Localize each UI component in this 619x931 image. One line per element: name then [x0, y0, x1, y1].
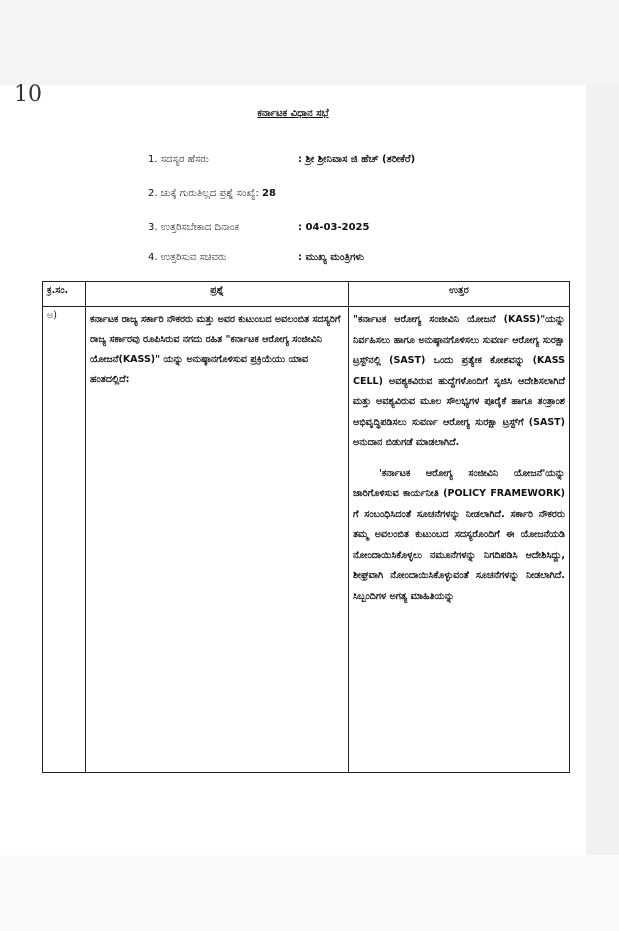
answer-paragraph-1: "ಕರ್ನಾಟಕ ಆರೋಗ್ಯ ಸಂಜೀವಿನಿ ಯೋಜನೆ (KASS)"ಯನ್ನು ನಿರ್ವಹಿಸಲು ಹಾಗೂ ಅನುಷ್ಠಾನಗೊಳಿಸಲು ಸುವರ್ಣ ಆರೋಗ್ಯ ಸುರಕ್ಷಾ ಟ್ರಸ್ಟ್‌ನಲ್ಲಿ (SAST) ಒಂದು ಪ್ರತ್ಯೇಕ ಕೋಶವನ್ನು (KASS CELL) ಅವಶ್ಯಕವಿರುವ ಹುದ್ದೆಗಳೊಂದಿಗೆ ಸೃಜಿಸಿ ಆದೇಶಿಸಲಾಗಿದೆ ಮತ್ತು ಅವಶ್ಯವಿರುವ ಮೂಲ ಸೌಲಭ್ಯಗಳ ಪೂರೈಕೆ ಹಾಗೂ ತಂತ್ರಾಂಶ ಅಭಿವೃದ್ಧಿಪಡಿಸಲು ಸುವರ್ಣ ಆರೋಗ್ಯ ಸುರಕ್ಷಾ ಟ್ರಸ್ಟ್‌ಗೆ (SAST) ಅನುದಾನ ಬಿಡುಗಡೆ ಮಾಡಲಾಗಿದೆ. [353, 314, 565, 448]
cell-question: ಕರ್ನಾಟಕ ರಾಜ್ಯ ಸರ್ಕಾರಿ ನೌಕರರು ಮತ್ತು ಅವರ ಕುಟುಂಬದ ಅವಲಂಬಿತ ಸದಸ್ಯರಿಗೆ ರಾಜ್ಯ ಸರ್ಕಾರವು ರೂಪಿಸಿರುವ ನಗದು ರಹಿತ "ಕರ್ನಾಟಕ ಆರೋಗ್ಯ ಸಂಜೀವಿನಿ ಯೋಜನೆ(KASS)" ಯನ್ನು ಅನುಷ್ಠಾನಗೊಳಿಸುವ ಪ್ರಕ್ರಿಯೆಯು ಯಾವ ಹಂತದಲ್ಲಿದೆ: [86, 307, 349, 773]
cell-answer [349, 307, 570, 773]
document-title: ಕರ್ನಾಟಕ ವಿಧಾನ ಸಭೆ [257, 108, 329, 119]
answer-paragraph-2: 'ಕರ್ನಾಟಕ ಆರೋಗ್ಯ ಸಂಜೀವಿನಿ ಯೋಜನೆ'ಯನ್ನು ಜಾರಿಗೊಳಿಸುವ ಕಾರ್ಯನೀತಿ (POLICY FRAMEWORK) ಗೆ ಸಂಬಂಧಿಸಿದಂತೆ ಸೂಚನೆಗಳನ್ನು ನೀಡಲಾಗಿದೆ. ಸರ್ಕಾರಿ ನೌಕರರು ತಮ್ಮ ಅವಲಂಬಿತ ಕುಟುಂಬದ ಸದಸ್ಯರೊಂದಿಗೆ ಈ ಯೋಜನೆಯಡಿ ನೋಂದಾಯಿಸಿಕೊಳ್ಳಲು ನಮೂನೆಗಳನ್ನು ನಿಗದಿಪಡಿಸಿ ಆದೇಶಿಸಿದ್ದು, ಶೀಘ್ರವಾಗಿ ನೋಂದಾಯಿಸಿಕೊಳ್ಳುವಂತೆ ಸೂಚನೆಗಳನ್ನು ನೀಡಲಾಗಿದೆ. ಸಿಬ್ಬಂದಿಗಳ ಅಗತ್ಯ ಮಾಹಿತಿಯನ್ನು [353, 467, 565, 602]
table-header-row [43, 282, 570, 307]
viewer-top-bar [0, 0, 619, 85]
meta-minister: 4. ಉತ್ತರಿಸುವ ಸಚಿವರು : ಮುಖ್ಯ ಮಂತ್ರಿಗಳು [148, 252, 364, 263]
qa-table [42, 281, 570, 773]
viewer-bottom-area [0, 855, 619, 931]
viewer-side-gutter [586, 85, 619, 855]
meta-member-name: 1. ಸದಸ್ಯರ ಹೆಸರು : ಶ್ರೀ ಶ್ರೀನಿವಾಸ ಜಿ ಹೆಚ್ (ತರೀಕೆರೆ) [148, 154, 416, 165]
table-row [43, 307, 570, 773]
cell-serial: ಅ) [43, 307, 86, 773]
header-answer: ಉತ್ತರ [349, 282, 570, 307]
handwritten-page-mark: 10 [14, 82, 42, 107]
meta-answer-date: 3. ಉತ್ತರಿಸಬೇಕಾದ ದಿನಾಂಕ : 04-03-2025 [148, 222, 370, 233]
meta-question-number: 2. ಚುಕ್ಕೆ ಗುರುತಿಲ್ಲದ ಪ್ರಶ್ನೆ ಸಂಖ್ಯೆ: 28 [148, 188, 276, 199]
header-serial: ಕ್ರ.ಸಂ. [43, 282, 86, 307]
header-question: ಪ್ರಶ್ನೆ [86, 282, 349, 307]
